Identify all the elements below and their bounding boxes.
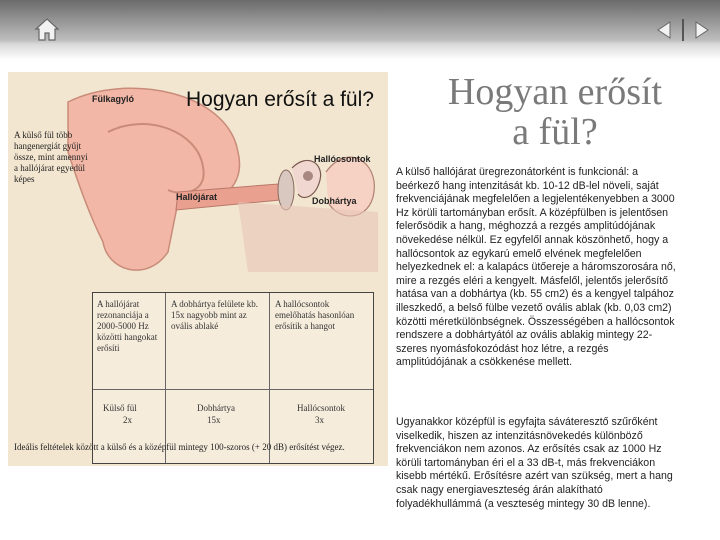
table-cell: 15x — [207, 415, 221, 425]
amplification-table — [92, 292, 374, 464]
table-cell: A dobhártya felülete kb. 15x nagyobb mint az ovális ablaké — [171, 299, 258, 331]
table-cell: A hallójárat rezonanciája a 2000-5000 Hz közötti hangokat erősíti — [97, 299, 158, 353]
body-paragraph: Ugyanakkor középfül is egyfajta sáváteresztő szűrőként viselkedik, hiszen az intenzitásnövekedés különböző frekvenciákon nem azonos. Az erősítés csak az 1000 Hz körüli tartományban éri el a 33 dB-t, más frekvenciákon kisebb mértékű. Erősítésre azért van szükség, mert a hang csak nagy energiaveszteség árán alakítható folyadékhullámmá (a veszteség mintegy 30 dB lenne). — [396, 416, 673, 510]
label-hallojarat: Hallójárat — [176, 192, 218, 202]
body-paragraph: A külső hallójárat üregrezonátorként is funkcionál: a beérkező hang intenzitását kb. 10-12 dB-lel növeli, saját frekvenciájának megfelelően a legjelentékenyebben a 3000 Hz körüli tartományban erősít. A középfülben is jelentősen felerősödik a hang, méghozzá a rezgés amplitúdójának növekedése nélkül. Ez egyfelől annak köszönhető, hogy a hallócsontok az egykarú emelő elvének megfelelően helyezkednek el: a kalapács ütőereje a háromszorosára nő, mire a rezgés eléri a kengyelt. Másfelől, jelentős jelerősítő hatása van a dobhártya (kb. 55 cm2) és a kengyel talpához illeszkedő, a belső fülbe vezető ovális ablak (kb. 0,03 cm2) közötti méretkülönbségnek. Összességében a hallócsontok rendszere a dobhártyától az ovális ablakig mintegy 22-szeres nyomásfokozódást hoz létre, a rezgés amplitúdójának a csökkenése mellett. — [396, 166, 676, 369]
table-divider — [93, 389, 373, 390]
label-dobhartya: Dobhártya — [312, 196, 357, 206]
table-cell: A hallócsontok emelőhatás hasonlóan erősítik a hangot — [275, 299, 355, 331]
slide-marker — [682, 19, 684, 41]
slide-toolbar — [0, 0, 720, 44]
next-slide-icon[interactable] — [690, 19, 712, 41]
table-cell: 3x — [315, 415, 324, 425]
label-hallocsontok: Hallócsontok — [314, 154, 371, 164]
slide-title-line: a fül? — [512, 111, 598, 153]
slide-title — [400, 72, 710, 152]
ear-diagram-figure — [8, 72, 388, 466]
slide-title-line: Hogyan erősít — [447, 71, 663, 113]
table-cell: Dobhártya — [197, 403, 235, 413]
slide-navigation — [654, 16, 712, 44]
figure-footer: Ideális feltételek között a külső és a középfül mintegy 100-szoros (+ 20 dB) erősítést végez. — [14, 442, 345, 452]
label-fulkagylo: Fülkagyló — [92, 94, 135, 104]
figure-title: Hogyan erősít a fül? — [186, 88, 374, 111]
table-divider — [269, 293, 270, 463]
table-cell: Hallócsontok — [297, 403, 345, 413]
previous-slide-icon[interactable] — [654, 19, 676, 41]
table-cell: 2x — [123, 415, 132, 425]
home-icon[interactable] — [32, 14, 62, 44]
table-cell: Külső fül — [103, 403, 137, 413]
table-divider — [165, 293, 166, 463]
outer-ear-note: A külső fül több hangenergiát gyűjt össze, mint amennyi a hallójárat egyedül képes — [14, 130, 88, 184]
